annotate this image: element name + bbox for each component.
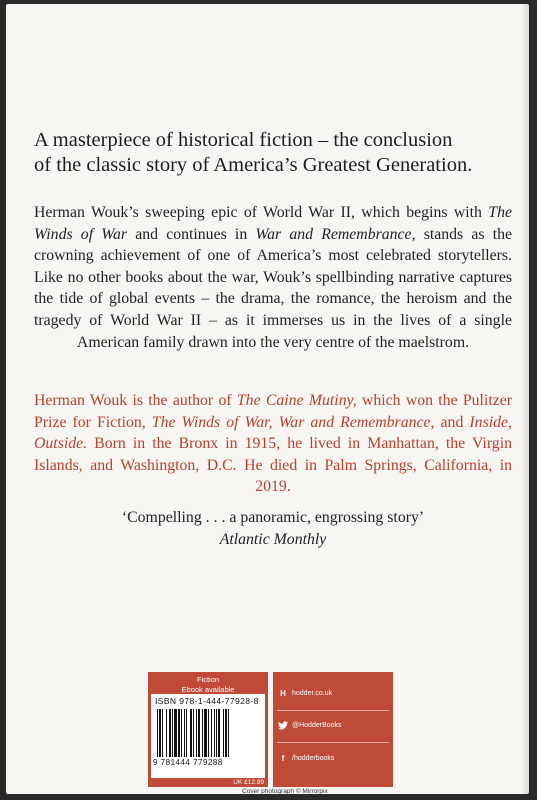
category-label: Fiction xyxy=(196,675,220,684)
synopsis-text: Herman Wouk’s sweeping epic of World War II, which begins with xyxy=(34,204,489,221)
isbn-label: ISBN 978-1-444-77928-8 xyxy=(155,696,259,706)
barcode-bar xyxy=(211,709,212,757)
ebook-label: Ebook available xyxy=(181,685,235,694)
barcode-bar xyxy=(166,709,167,757)
bio-text: and xyxy=(434,413,470,431)
headline-line1: A masterpiece of historical fiction – the conclusion xyxy=(34,129,453,151)
author-bio xyxy=(34,390,512,498)
barcode-bar xyxy=(193,709,194,757)
barcode-bar xyxy=(184,709,185,757)
barcode-bar xyxy=(172,709,173,757)
divider xyxy=(277,710,389,711)
barcode-bar xyxy=(202,709,203,757)
twitter-row[interactable] xyxy=(278,718,342,732)
barcode-panel xyxy=(148,672,268,787)
barcode-bar xyxy=(208,709,209,757)
barcode-bar xyxy=(204,709,207,757)
divider xyxy=(277,742,389,743)
price-label: UK £12.99 xyxy=(233,779,264,786)
barcode-bars xyxy=(157,709,259,759)
book-title: The Caine Mutiny, xyxy=(236,392,357,409)
barcode-bar xyxy=(169,709,171,757)
barcode-bar xyxy=(157,709,158,757)
quote-text: ‘Compelling . . . a panoramic, engrossing story’ xyxy=(121,509,425,526)
synopsis-paragraph xyxy=(34,202,512,353)
cover-credit: Cover photograph © Mirrorpix xyxy=(242,788,328,795)
barcode-bar xyxy=(223,709,224,757)
barcode-bar xyxy=(225,709,227,757)
spine-shadow xyxy=(521,4,529,794)
facebook-handle[interactable]: /hodderbooks xyxy=(292,754,335,762)
barcode-bar xyxy=(186,709,187,757)
book-title: Inside, Outside. xyxy=(34,413,512,453)
book-title: The Winds of War xyxy=(34,204,512,243)
barcode-digits: 9 781444 779288 xyxy=(153,758,223,767)
barcode-bar xyxy=(214,709,215,757)
hodder-logo-icon: H xyxy=(280,688,286,698)
twitter-handle[interactable]: @HodderBooks xyxy=(292,721,342,729)
publisher-panel xyxy=(273,672,393,787)
barcode-bar xyxy=(181,709,182,757)
book-title: The Winds of War, War and Remembrance, xyxy=(151,413,435,431)
barcode-bar xyxy=(190,709,192,757)
facebook-row[interactable] xyxy=(278,751,334,765)
barcode-bar xyxy=(196,709,197,757)
quote-source: Atlantic Monthly xyxy=(219,530,327,548)
review-quote xyxy=(34,507,512,550)
synopsis-text: and continues in xyxy=(127,225,256,243)
bio-text: Herman Wouk is the author of xyxy=(34,392,237,409)
headline xyxy=(34,128,504,178)
barcode-bar xyxy=(216,709,217,757)
headline-line2: of the classic story of America’s Greatest Generation. xyxy=(34,154,473,176)
twitter-bird-icon xyxy=(278,720,288,730)
book-back-cover xyxy=(6,4,529,794)
bio-text: Born in the Bronx in 1915, he lived in Manhattan, the Virgin Islands, and Washington, D.C. He died in Palm Springs, California, in 2019. xyxy=(34,435,512,496)
barcode-bar xyxy=(174,709,177,757)
book-title: War and Remembrance xyxy=(255,225,412,243)
barcode-bar xyxy=(228,709,229,757)
synopsis-text: , stands as the crowning achievement of one of America’s most celebrated storytellers. Like no other books about the war, Wouk’s spellbinding narrative captures the tide of global events – the drama, the romance, the heroism and the tragedy of World War II – as it immerses us in the lives of a single American family drawn into the very centre of the maelstrom. xyxy=(34,225,513,351)
barcode-area xyxy=(151,694,265,778)
website-row[interactable] xyxy=(278,686,332,700)
website-link[interactable]: hodder.co.uk xyxy=(292,689,333,697)
barcode-bar xyxy=(162,709,163,757)
barcode-bar xyxy=(159,709,161,757)
barcode-bar xyxy=(178,709,180,757)
barcode-bar xyxy=(218,709,220,757)
bio-text: which won the Pulitzer Prize for Fiction, xyxy=(34,392,512,431)
facebook-icon: f xyxy=(281,753,285,763)
barcode-bar xyxy=(198,709,200,757)
